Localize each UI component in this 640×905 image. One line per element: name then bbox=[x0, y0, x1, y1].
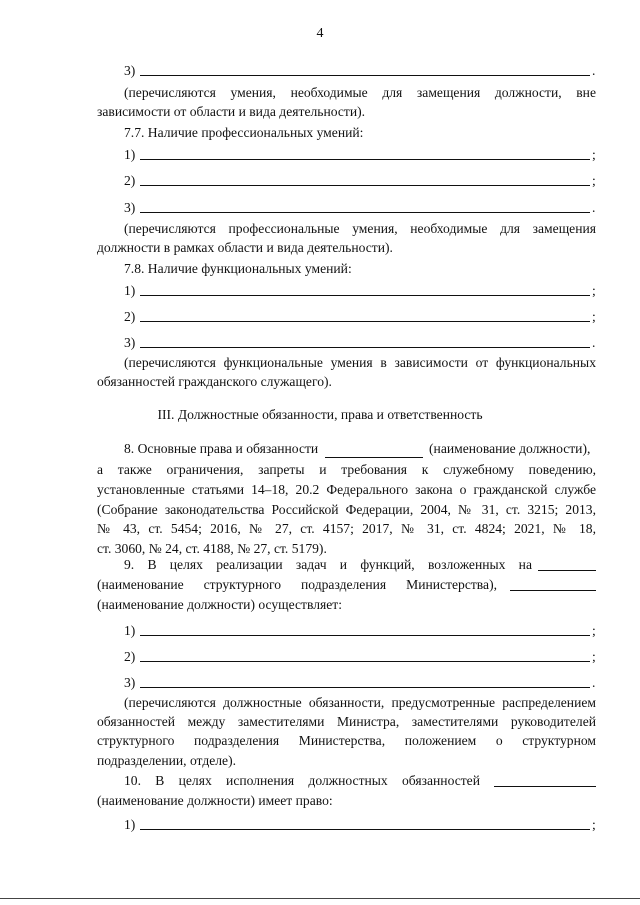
page-bottom-edge bbox=[0, 898, 640, 899]
list-item-end: ; bbox=[592, 283, 596, 298]
fill-line bbox=[140, 75, 590, 76]
list-item bbox=[124, 308, 604, 325]
list-item-number: 3) bbox=[124, 335, 136, 350]
list-item-number: 2) bbox=[124, 309, 136, 324]
paragraph-text bbox=[124, 440, 590, 458]
note-text: обязанностей между заместителями Министра, заместителями руководителей bbox=[97, 714, 596, 729]
fill-line bbox=[140, 687, 590, 688]
note-text: структурного подразделения Министерства, положением о структурном bbox=[97, 733, 596, 748]
fill-line bbox=[538, 570, 596, 571]
fill-line bbox=[140, 829, 590, 830]
paragraph-text-part: 8. Основные права и обязанности bbox=[124, 441, 319, 456]
paragraph-text: № 43, ст. 5454; 2016, № 27, ст. 4157; 2017, № 31, ст. 4824; 2021, № 18, bbox=[97, 521, 596, 536]
note-text: (перечисляются умения, необходимые для замещения должности, вне bbox=[124, 85, 596, 100]
list-item bbox=[124, 146, 604, 163]
note-text: должности в рамках области и вида деятельности). bbox=[97, 240, 393, 255]
fill-line bbox=[325, 440, 423, 458]
fill-line bbox=[140, 347, 590, 348]
fill-line bbox=[140, 635, 590, 636]
list-item-number: 1) bbox=[124, 147, 136, 162]
list-item-end: ; bbox=[592, 173, 596, 188]
list-item-number: 3) bbox=[124, 200, 136, 215]
fill-line bbox=[494, 786, 596, 787]
list-item-end: ; bbox=[592, 649, 596, 664]
fill-line bbox=[140, 661, 590, 662]
list-item-number: 1) bbox=[124, 817, 136, 832]
paragraph-text: (наименование структурного подразделения Министерства), bbox=[97, 577, 497, 592]
list-item-end: . bbox=[592, 63, 596, 78]
section-title: III. Должностные обязанности, права и ответственность bbox=[157, 407, 483, 422]
fill-line bbox=[140, 185, 590, 186]
list-item-end: ; bbox=[592, 147, 596, 162]
list-item-number: 1) bbox=[124, 623, 136, 638]
list-item-end: ; bbox=[592, 817, 596, 832]
paragraph-text: (Собрание законодательства Российской Федерации, 2004, № 31, ст. 3215; 2013, bbox=[97, 502, 596, 517]
list-item-number: 2) bbox=[124, 649, 136, 664]
paragraph-text-part: (наименование должности), bbox=[429, 441, 591, 456]
fill-line bbox=[140, 212, 590, 213]
list-item-end: ; bbox=[592, 623, 596, 638]
note-text: зависимости от области и вида деятельности). bbox=[97, 104, 366, 119]
list-item bbox=[124, 816, 604, 833]
paragraph-text: установленные статьями 14–18, 20.2 Федерального закона о гражданской службе bbox=[97, 482, 596, 497]
note-text: (перечисляются профессиональные умения, необходимые для замещения bbox=[124, 221, 596, 236]
section-heading: 7.7. Наличие профессиональных умений: bbox=[124, 125, 364, 140]
fill-line bbox=[140, 321, 590, 322]
paragraph-text: а также ограничения, запреты и требования к служебному поведению, bbox=[97, 462, 596, 477]
fill-line bbox=[140, 159, 590, 160]
list-item bbox=[124, 674, 604, 691]
paragraph-text: 9. В целях реализации задач и функций, возложенных на bbox=[124, 557, 532, 572]
note-text: (перечисляются функциональные умения в зависимости от функциональных bbox=[124, 355, 596, 370]
list-item-number: 3) bbox=[124, 675, 136, 690]
list-item bbox=[124, 62, 604, 79]
list-item-end: . bbox=[592, 200, 596, 215]
note-text: обязанностей гражданского служащего). bbox=[97, 374, 332, 389]
paragraph-text: (наименование должности) осуществляет: bbox=[97, 597, 342, 612]
list-item-end: . bbox=[592, 675, 596, 690]
list-item bbox=[124, 172, 604, 189]
list-item bbox=[124, 334, 604, 351]
list-item bbox=[124, 282, 604, 299]
list-item bbox=[124, 648, 604, 665]
section-heading: 7.8. Наличие функциональных умений: bbox=[124, 261, 352, 276]
paragraph-text: (наименование должности) имеет право: bbox=[97, 793, 333, 808]
paragraph-text: 10. В целях исполнения должностных обязанностей bbox=[124, 773, 480, 788]
list-item bbox=[124, 622, 604, 639]
list-item-number: 3) bbox=[124, 63, 136, 78]
note-text: подразделении, отделе). bbox=[97, 753, 237, 768]
page-number: 4 bbox=[316, 26, 324, 41]
paragraph-text: ст. 3060, № 24, ст. 4188, № 27, ст. 5179). bbox=[97, 541, 327, 556]
list-item-end: ; bbox=[592, 309, 596, 324]
fill-line bbox=[140, 295, 590, 296]
list-item bbox=[124, 199, 604, 216]
list-item-number: 2) bbox=[124, 173, 136, 188]
list-item-number: 1) bbox=[124, 283, 136, 298]
note-text: (перечисляются должностные обязанности, предусмотренные распределением bbox=[124, 695, 596, 710]
list-item-end: . bbox=[592, 335, 596, 350]
fill-line bbox=[510, 590, 596, 591]
